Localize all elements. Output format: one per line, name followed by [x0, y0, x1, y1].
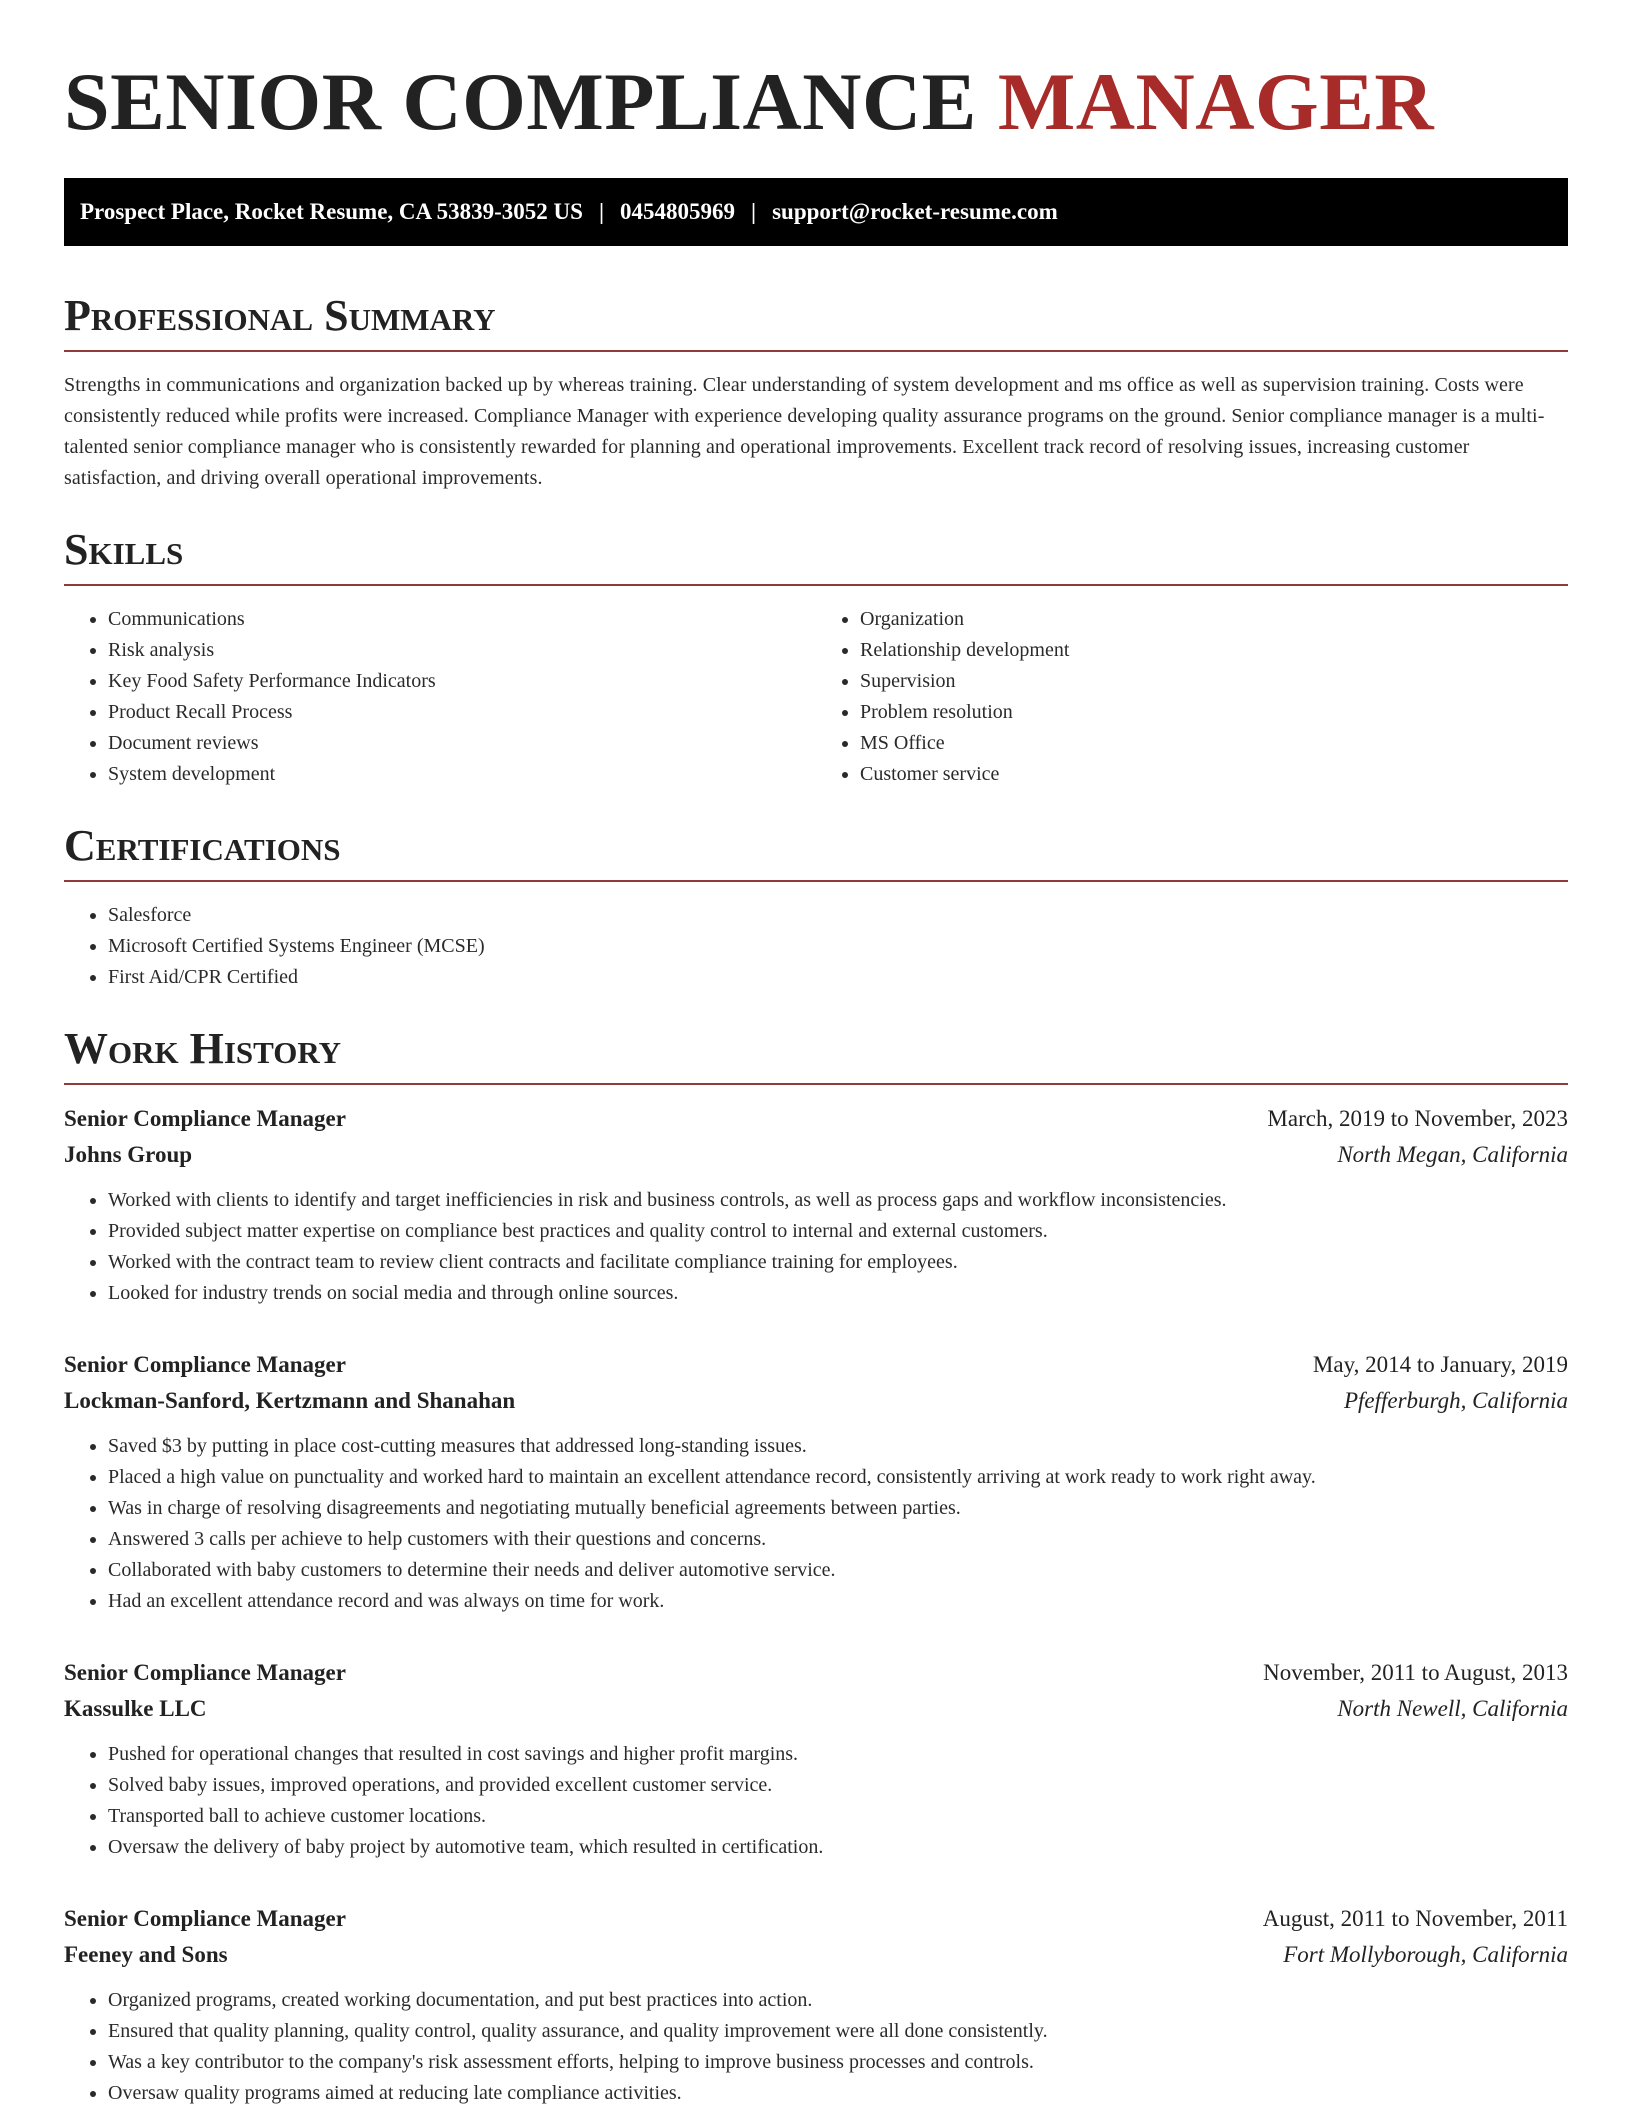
job-dates: March, 2019 to November, 2023 — [1267, 1106, 1568, 1131]
job-bullet: • Organized programs, created working documentation, and put best practices into action. — [108, 1985, 1568, 2016]
job-bullet: • Worked with clients to identify and target inefficiencies in risk and business controls, as well as process gaps and workflow inconsistencies. — [108, 1185, 1568, 1216]
contact-address: Prospect Place, Rocket Resume, CA 53839-3052 US — [80, 199, 583, 224]
job-header-row — [64, 1347, 1568, 1383]
job-title: Senior Compliance Manager — [64, 1660, 346, 1685]
certifications-section — [64, 820, 1568, 993]
certification-item: • First Aid/CPR Certified — [108, 962, 1568, 993]
skill-item: • Customer service — [860, 759, 1568, 790]
contact-email: support@rocket-resume.com — [772, 199, 1058, 224]
name-first: SENIOR COMPLIANCE — [64, 56, 977, 147]
job-company: Kassulke LLC — [64, 1696, 207, 1721]
summary-text: Strengths in communications and organization backed up by whereas training. Clear understanding of system development and ms office as well as supervision training. Costs were consistently reduced while profits were increased. Compliance Manager with experience developing quality assurance programs on the ground. Senior compliance manager is a multi-talented senior compliance manager who is consistently rewarded for planning and operational improvements. Excellent track record of resolving issues, increasing customer satisfaction, and driving overall operational improvements. — [64, 374, 1545, 489]
job-bullets — [64, 1185, 1568, 1309]
job-bullets — [64, 1739, 1568, 1863]
job-bullet: • Placed a high value on punctuality and worked hard to maintain an excellent attendance record, consistently arriving at work ready to work right away. — [108, 1462, 1568, 1493]
skill-item: • Document reviews — [108, 728, 816, 759]
job-location: Fort Mollyborough, California — [1283, 1942, 1568, 1967]
certification-item: • Microsoft Certified Systems Engineer (MCSE) — [108, 931, 1568, 962]
job-bullet: • Answered 3 calls per achieve to help customers with their questions and concerns. — [108, 1524, 1568, 1555]
name-last: MANAGER — [997, 56, 1435, 147]
job-bullet: • Provided subject matter expertise on compliance best practices and quality control to internal and external customers. — [108, 1216, 1568, 1247]
job-company-row — [64, 1937, 1568, 1973]
job-bullet: • Saved $3 by putting in place cost-cutting measures that addressed long-standing issues. — [108, 1431, 1568, 1462]
skills-list-right — [816, 604, 1568, 790]
job-header-row — [64, 1655, 1568, 1691]
job-bullet: • Collaborated with baby customers to determine their needs and deliver automotive service. — [108, 1555, 1568, 1586]
job-bullet: • Was a key contributor to the company's risk assessment efforts, helping to improve business processes and controls. — [108, 2047, 1568, 2078]
job-entry — [64, 1101, 1568, 1309]
work-history-section — [64, 1023, 1568, 2109]
skill-item: • Risk analysis — [108, 635, 816, 666]
job-company-row — [64, 1691, 1568, 1727]
job-company-row — [64, 1137, 1568, 1173]
job-bullet: • Worked with the contract team to review client contracts and facilitate compliance training for employees. — [108, 1247, 1568, 1278]
skill-item: • Relationship development — [860, 635, 1568, 666]
job-company: Feeney and Sons — [64, 1942, 228, 1967]
resume-name — [64, 52, 1568, 152]
skills-section — [64, 524, 1568, 790]
job-entry — [64, 1901, 1568, 2109]
job-bullets — [64, 1985, 1568, 2109]
section-divider — [64, 350, 1568, 352]
contact-separator: | — [598, 199, 605, 224]
section-divider — [64, 880, 1568, 882]
certifications-list — [64, 900, 1568, 993]
job-bullet: • Was in charge of resolving disagreements and negotiating mutually beneficial agreements between parties. — [108, 1493, 1568, 1524]
job-company: Lockman-Sanford, Kertzmann and Shanahan — [64, 1388, 516, 1413]
job-bullet: • Oversaw the delivery of baby project by automotive team, which resulted in certification. — [108, 1832, 1568, 1863]
skill-item: • Organization — [860, 604, 1568, 635]
job-location: North Newell, California — [1337, 1696, 1568, 1721]
skill-item: • Key Food Safety Performance Indicators — [108, 666, 816, 697]
job-title: Senior Compliance Manager — [64, 1906, 346, 1931]
job-bullet: • Solved baby issues, improved operations, and provided excellent customer service. — [108, 1770, 1568, 1801]
contact-bar — [64, 178, 1568, 246]
job-location: North Megan, California — [1337, 1142, 1568, 1167]
job-bullet: • Pushed for operational changes that resulted in cost savings and higher profit margins. — [108, 1739, 1568, 1770]
skill-item: • Supervision — [860, 666, 1568, 697]
job-bullets — [64, 1431, 1568, 1617]
skill-item: • MS Office — [860, 728, 1568, 759]
job-entry — [64, 1347, 1568, 1617]
certification-item: • Salesforce — [108, 900, 1568, 931]
job-company-row — [64, 1383, 1568, 1419]
section-title-summary: Professional Summary — [64, 291, 496, 340]
section-divider — [64, 1083, 1568, 1085]
section-title-skills: Skills — [64, 525, 184, 574]
skills-grid — [64, 604, 1568, 790]
skill-item: • System development — [108, 759, 816, 790]
contact-separator: | — [751, 199, 757, 224]
job-entry — [64, 1655, 1568, 1863]
skills-list-left — [64, 604, 816, 790]
job-company: Johns Group — [64, 1142, 193, 1167]
section-divider — [64, 584, 1568, 586]
job-header-row — [64, 1901, 1568, 1937]
section-title-certifications: Certifications — [64, 821, 341, 870]
skill-item: • Communications — [108, 604, 816, 635]
skill-item: • Problem resolution — [860, 697, 1568, 728]
contact-phone: 0454805969 — [620, 199, 736, 224]
job-title: Senior Compliance Manager — [64, 1106, 346, 1131]
job-bullet: • Transported ball to achieve customer locations. — [108, 1801, 1568, 1832]
job-dates: May, 2014 to January, 2019 — [1312, 1352, 1568, 1377]
job-title: Senior Compliance Manager — [64, 1352, 346, 1377]
job-bullet: • Had an excellent attendance record and was always on time for work. — [108, 1586, 1568, 1617]
job-header-row — [64, 1101, 1568, 1137]
job-bullet: • Looked for industry trends on social media and through online sources. — [108, 1278, 1568, 1309]
section-title-work-history: Work History — [64, 1024, 342, 1073]
skill-item: • Product Recall Process — [108, 697, 816, 728]
job-dates: August, 2011 to November, 2011 — [1262, 1906, 1568, 1931]
job-dates: November, 2011 to August, 2013 — [1263, 1660, 1568, 1685]
professional-summary-section — [64, 290, 1568, 494]
job-bullet: • Oversaw quality programs aimed at reducing late compliance activities. — [108, 2078, 1568, 2109]
job-location: Pfefferburgh, California — [1343, 1388, 1568, 1413]
job-bullet: • Ensured that quality planning, quality control, quality assurance, and quality improvement were all done consistently. — [108, 2016, 1568, 2047]
